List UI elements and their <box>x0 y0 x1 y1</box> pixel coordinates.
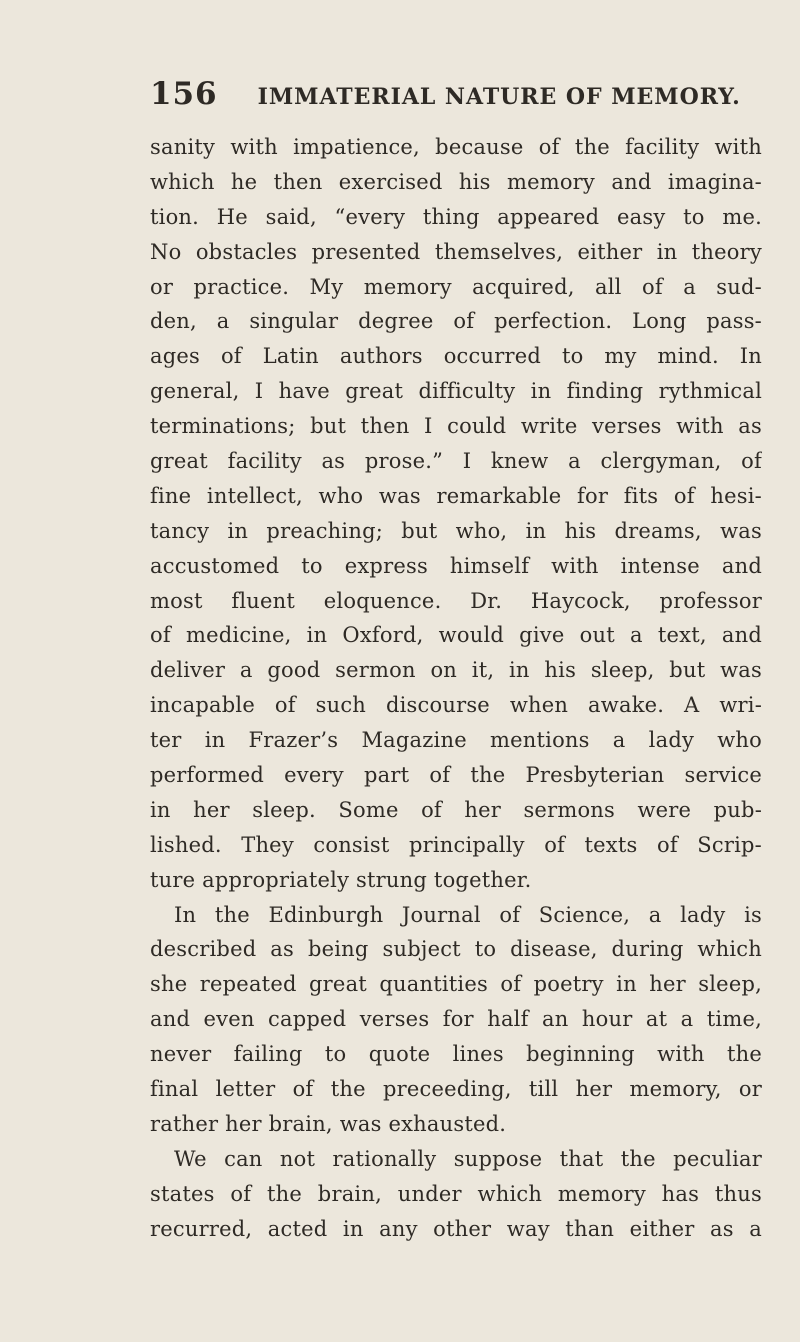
text-line: in her sleep. Some of her sermons were pub- <box>150 797 762 822</box>
text-line: tion. He said, “every thing appeared easy to me. <box>150 204 762 229</box>
text-line: states of the brain, under which memory has thus <box>150 1181 762 1206</box>
text-line: lished. They consist principally of texts of Scrip- <box>150 832 762 857</box>
text-line: never failing to quote lines beginning with the <box>150 1042 762 1067</box>
text-line: performed every part of the Presbyterian service <box>150 763 762 788</box>
text-line: most fluent eloquence. Dr. Haycock, professor <box>150 588 762 613</box>
text-line: she repeated great quantities of poetry in her sleep, <box>150 972 762 997</box>
text-line: No obstacles presented themselves, either in theory <box>150 239 762 264</box>
text-line: sanity with impatience, because of the facility with <box>150 135 762 159</box>
body-text <box>150 130 762 1247</box>
text-line: fine intellect, who was remarkable for fits of hesi- <box>150 483 762 508</box>
text-line: described as being subject to disease, during which <box>150 937 762 962</box>
text-line: ture appropriately strung together. <box>150 867 532 892</box>
text-line: final letter of the preceeding, till her memory, or <box>150 1077 762 1102</box>
text-line: incapable of such discourse when awake. A wri- <box>150 693 762 718</box>
text-line: tancy in preaching; but who, in his dreams, was <box>150 518 762 543</box>
text-line: great facility as prose.” I knew a clergyman, of <box>150 449 762 474</box>
text-line: deliver a good sermon on it, in his sleep, but was <box>150 658 762 683</box>
text-line: of medicine, in Oxford, would give out a text, and <box>150 623 762 648</box>
text-line: den, a singular degree of perfection. Long pass- <box>150 309 762 334</box>
text-line: ter in Frazer’s Magazine mentions a lady who <box>150 728 762 753</box>
text-line: terminations; but then I could write verses with as <box>150 414 762 439</box>
text-line: rather her brain, was exhausted. <box>150 1111 507 1136</box>
text-line: general, I have great difficulty in finding rythmical <box>150 379 762 404</box>
text-line: and even capped verses for half an hour at a time, <box>150 1007 762 1032</box>
text-line: We can not rationally suppose that the peculiar <box>174 1146 762 1171</box>
text-line: recurred, acted in any other way than either as a <box>150 1216 762 1241</box>
page-number: 156 <box>150 76 218 112</box>
running-title: IMMATERIAL NATURE OF MEMORY. <box>257 84 741 110</box>
text-line: which he then exercised his memory and imagina- <box>150 169 762 194</box>
text-line: ages of Latin authors occurred to my mind. In <box>150 344 762 369</box>
text-line: In the Edinburgh Journal of Science, a lady is <box>174 902 762 927</box>
page-header <box>150 76 762 112</box>
text-line: or practice. My memory acquired, all of a sud- <box>150 274 762 299</box>
text-line: accustomed to express himself with intense and <box>150 553 762 578</box>
